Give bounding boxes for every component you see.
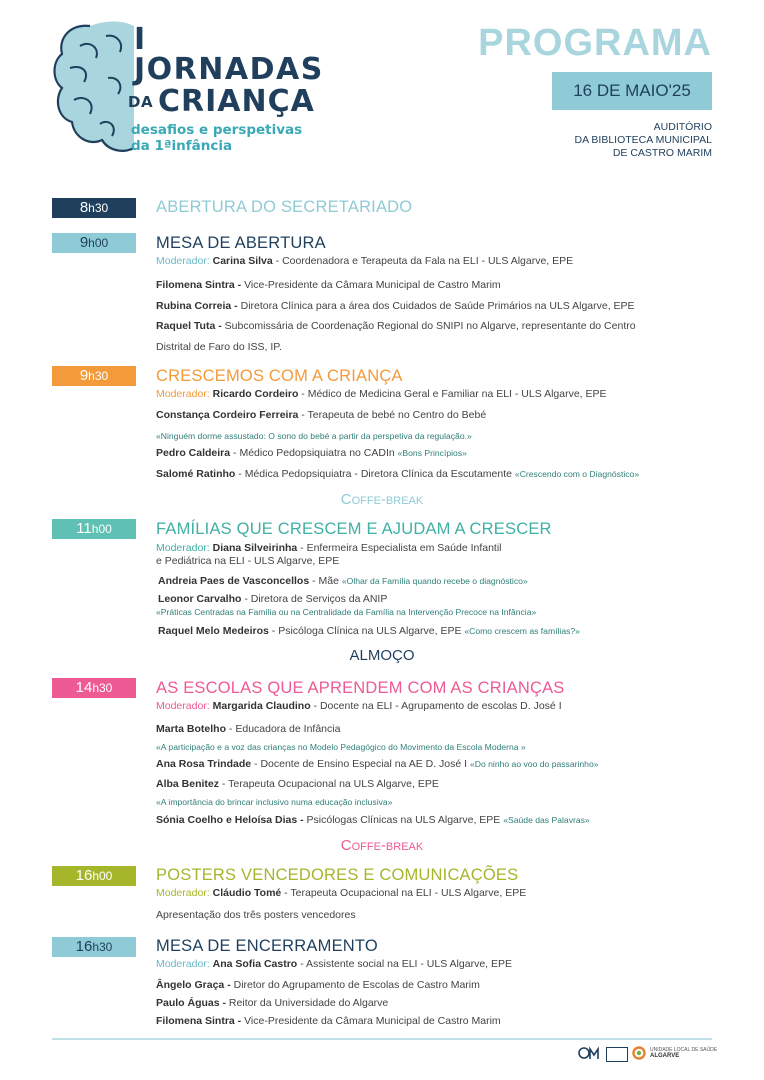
municipality-logo-icon	[578, 1045, 602, 1063]
speaker-line	[156, 778, 439, 790]
speaker-name: Ângelo Graça -	[156, 979, 231, 991]
session-title: POSTERS VENCEDORES E COMUNICAÇÕES	[156, 866, 519, 884]
time-badge	[52, 198, 136, 218]
moderator-role: - Assistente social na ELI - ULS Algarve, EPE	[297, 958, 513, 970]
talk-title: «Saúde das Palavras»	[503, 815, 590, 825]
moderator-name: Ana Sofia Castro	[212, 958, 298, 970]
speaker-role: - Terapeuta Ocupacional na ULS Algarve, EPE	[219, 778, 439, 790]
moderator-line	[156, 887, 526, 899]
speaker-name: Raquel Tuta -	[156, 320, 222, 332]
speaker-line	[156, 979, 480, 991]
talk-title: «Do ninho ao voo do passarinho»	[469, 759, 599, 769]
speaker-name: Pedro Caldeira	[156, 447, 231, 459]
speaker-line	[156, 300, 635, 312]
uls-logo-line-1: UNIDADE LOCAL DE SAÚDE	[650, 1047, 718, 1053]
session-note: Apresentação dos três posters vencedores	[156, 909, 356, 921]
speaker-name: Sónia Coelho e Heloísa Dias -	[156, 814, 304, 826]
speaker-line	[156, 279, 501, 291]
speaker-role: Diretora Clínica para a área dos Cuidados de Saúde Primários na ULS Algarve, EPE	[237, 300, 635, 312]
session-title: MESA DE ENCERRAMENTO	[156, 937, 378, 955]
speaker-role: - Terapeuta de bebé no Centro do Bebé	[298, 409, 487, 421]
session-title: MESA DE ABERTURA	[156, 234, 326, 252]
moderator-label: Moderador:	[156, 542, 210, 554]
moderator-line	[156, 255, 573, 267]
moderator-line	[156, 388, 607, 400]
session-title: CRESCEMOS COM A CRIANÇA	[156, 367, 403, 385]
speaker-name: Salomé Ratinho	[156, 468, 236, 480]
speaker-role-continued: Distrital de Faro do ISS, IP.	[156, 341, 282, 353]
logo-roman-numeral: I	[134, 22, 146, 57]
speaker-role: - Médica Pedopsiquiatra - Diretora Clínica da Escutamente	[235, 468, 515, 480]
moderator-label: Moderador:	[156, 887, 210, 899]
talk-title: «Crescendo com o Diagnóstico»	[514, 469, 640, 479]
time-badge	[52, 937, 136, 957]
speaker-line	[156, 1015, 501, 1027]
moderator-label: Moderador:	[156, 255, 210, 267]
speaker-name: Filomena Sintra -	[156, 1015, 242, 1027]
venue	[512, 121, 712, 160]
uls-logo-text	[650, 1047, 717, 1059]
talk-title: «Olhar da Família quando recebe o diagnóstico»	[341, 576, 528, 586]
speaker-role: Subcomissária de Coordenação Regional do SNIPI no Algarve, representante do Centro	[221, 320, 636, 332]
time-hour: 9	[79, 367, 89, 384]
logo-subtitle-1: desafios e perspetivas	[131, 122, 303, 138]
time-minute: h00	[88, 236, 109, 250]
time-minute: h00	[91, 522, 112, 536]
moderator-name: Ricardo Cordeiro	[212, 388, 299, 400]
moderator-role: - Docente na ELI - Agrupamento de escolas D. José I	[310, 700, 562, 712]
speaker-line	[156, 447, 467, 459]
session-title: AS ESCOLAS QUE APRENDEM COM AS CRIANÇAS	[156, 679, 565, 697]
time-hour: 16	[75, 867, 93, 884]
lunch-label: ALMOÇO	[349, 647, 415, 664]
time-minute: h00	[92, 869, 113, 883]
venue-line-3: DE CASTRO MARIM	[612, 147, 712, 159]
talk-title: «Bons Princípios»	[397, 448, 467, 458]
venue-line-1: AUDITÓRIO	[653, 121, 712, 133]
speaker-name: Ana Rosa Trindade	[156, 758, 252, 770]
moderator-line	[156, 700, 562, 712]
speaker-line	[158, 625, 580, 637]
agrupamento-logo-icon	[606, 1047, 628, 1062]
speaker-line	[156, 997, 388, 1009]
logo-subtitle-2: da 1ªinfância	[131, 138, 233, 154]
logo-jornadas: JORNADAS	[134, 52, 324, 87]
session-title: ABERTURA DO SECRETARIADO	[156, 198, 413, 216]
talk-title: «Como crescem as famílias?»	[464, 626, 580, 636]
speaker-role: - Docente de Ensino Especial na AE D. José I	[251, 758, 470, 770]
time-badge	[52, 519, 136, 539]
speaker-name: Paulo Águas -	[156, 997, 227, 1009]
speaker-line	[158, 575, 528, 587]
time-badge	[52, 366, 136, 386]
event-date: 16 DE MAIO'25	[552, 72, 712, 110]
moderator-name: Carina Silva	[212, 255, 273, 267]
time-badge	[52, 866, 136, 886]
speaker-role: Vice-Presidente da Câmara Municipal de Castro Marim	[241, 279, 501, 291]
moderator-label: Moderador:	[156, 700, 210, 712]
speaker-name: Rubina Correia -	[156, 300, 238, 312]
time-hour: 9	[79, 234, 89, 251]
time-hour: 16	[75, 938, 93, 955]
speaker-role: Vice-Presidente da Câmara Municipal de Castro Marim	[241, 1015, 501, 1027]
session-title: FAMÍLIAS QUE CRESCEM E AJUDAM A CRESCER	[156, 520, 552, 538]
time-hour: 11	[76, 520, 92, 537]
time-hour: 14	[75, 679, 93, 696]
logo-crianca: CRIANÇA	[158, 84, 315, 119]
time-minute: h30	[88, 369, 109, 383]
page-title: PROGRAMA	[478, 22, 712, 64]
speaker-role: - Mãe	[309, 575, 342, 587]
moderator-name: Diana Silveirinha	[212, 542, 298, 554]
time-badge	[52, 678, 136, 698]
speaker-role: Diretor do Agrupamento de Escolas de Castro Marim	[230, 979, 480, 991]
time-minute: h30	[88, 201, 109, 215]
talk-title: «Práticas Centradas na Família ou na Centralidade da Família na Intervenção Precoce na Infância»	[156, 607, 537, 617]
coffee-break-label: Coffe-break	[340, 491, 424, 508]
speaker-name: Filomena Sintra -	[156, 279, 242, 291]
moderator-line	[156, 542, 502, 554]
speaker-name: Leonor Carvalho	[158, 593, 242, 605]
speaker-line	[156, 814, 590, 826]
speaker-role: - Diretora de Serviços da ANIP	[241, 593, 388, 605]
logo-da: DA	[128, 93, 154, 111]
venue-line-2: DA BIBLIOTECA MUNICIPAL	[574, 134, 712, 146]
speaker-role: - Educadora de Infância	[226, 723, 341, 735]
time-minute: h30	[92, 681, 113, 695]
moderator-role: - Coordenadora e Terapeuta da Fala na ELI - ULS Algarve, EPE	[272, 255, 574, 267]
speaker-line	[156, 468, 639, 480]
speaker-line	[156, 723, 340, 735]
speaker-role: Psicólogas Clínicas na ULS Algarve, EPE	[303, 814, 504, 826]
speaker-line	[156, 320, 636, 332]
moderator-role: - Médico de Medicina Geral e Familiar na ELI - ULS Algarve, EPE	[298, 388, 607, 400]
moderator-label: Moderador:	[156, 958, 210, 970]
speaker-line	[156, 758, 599, 770]
moderator-name: Margarida Claudino	[212, 700, 311, 712]
time-minute: h30	[92, 940, 113, 954]
moderator-label: Moderador:	[156, 388, 210, 400]
time-badge	[52, 233, 136, 253]
speaker-name: Raquel Melo Medeiros	[158, 625, 269, 637]
time-hour: 8	[79, 199, 89, 216]
talk-title: «Ninguém dorme assustado: O sono do bebé a partir da perspetiva da regulação.»	[156, 431, 472, 441]
speaker-role: - Médico Pedopsiquiatra no CADIn	[230, 447, 398, 459]
talk-title: «A importância do brincar inclusivo numa educação inclusiva»	[156, 797, 393, 807]
uls-logo-icon	[632, 1046, 646, 1060]
uls-logo-line-2: ALGARVE	[650, 1053, 680, 1059]
speaker-line	[156, 409, 486, 421]
speaker-line	[158, 593, 387, 605]
moderator-name: Cláudio Tomé	[212, 887, 282, 899]
coffee-break-label: Coffe-break	[340, 837, 424, 854]
moderator-role-continued: e Pediátrica na ELI - ULS Algarve, EPE	[156, 555, 340, 567]
footer-divider	[52, 1038, 712, 1040]
speaker-role: - Psicóloga Clínica na ULS Algarve, EPE	[268, 625, 465, 637]
speaker-role: Reitor da Universidade do Algarve	[226, 997, 389, 1009]
talk-title: «A participação e a voz das crianças no Modelo Pedagógico do Movimento da Escola Moderna »	[156, 742, 526, 752]
moderator-line	[156, 958, 512, 970]
moderator-role: - Enfermeira Especialista em Saúde Infantil	[297, 542, 502, 554]
speaker-name: Alba Benitez	[156, 778, 220, 790]
speaker-name: Marta Botelho	[156, 723, 227, 735]
speaker-name: Constança Cordeiro Ferreira	[156, 409, 299, 421]
moderator-role: - Terapeuta Ocupacional na ELI - ULS Algarve, EPE	[281, 887, 527, 899]
speaker-name: Andreia Paes de Vasconcellos	[158, 575, 310, 587]
